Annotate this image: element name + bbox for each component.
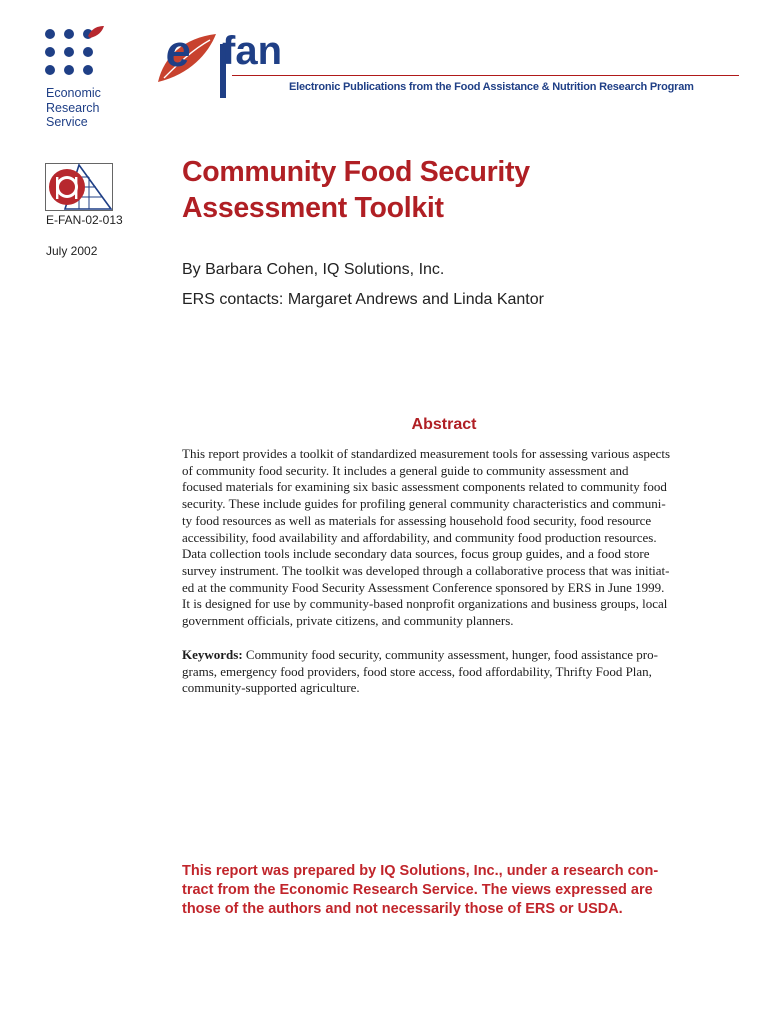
disclaimer-line: This report was prepared by IQ Solutions, Inc., under a research con- xyxy=(182,863,659,879)
agency-name-line: Economic xyxy=(46,86,101,100)
keywords-label: Keywords: xyxy=(182,647,243,662)
abstract-line: of community food security. It includes a general guide to community assessment and xyxy=(182,462,629,478)
abstract-line: It is designed for use by community-based nonprofit organizations and business groups, local xyxy=(182,596,668,612)
header-rule xyxy=(232,75,739,76)
agency-name-line: Research xyxy=(46,100,100,115)
keywords-text: Community food security, community assessment, hunger, food assistance pro- xyxy=(242,647,658,662)
food-pyramid-icon xyxy=(45,163,113,211)
report-title xyxy=(182,154,530,226)
report-author: By Barbara Cohen, IQ Solutions, Inc. xyxy=(182,261,445,278)
keywords-line: grams, emergency food providers, food store access, food affordability, Thrifty Food Plan, xyxy=(182,663,652,679)
agency-name-line: Service xyxy=(46,115,88,129)
efan-tagline: Electronic Publications from the Food Assistance & Nutrition Research Program xyxy=(289,81,694,93)
ers-contacts: ERS contacts: Margaret Andrews and Linda Kantor xyxy=(182,291,544,308)
ers-logo-dots xyxy=(44,26,104,80)
abstract-line: ty food resources as well as materials for assessing household food security, food resource xyxy=(182,512,652,528)
keywords-line xyxy=(182,647,708,664)
disclaimer xyxy=(182,862,658,919)
report-title-line: Community Food Security xyxy=(182,156,530,188)
abstract-line: focused materials for examining six basic assessment components related to community food xyxy=(182,479,667,495)
agency-name xyxy=(46,86,101,130)
abstract-line: Data collection tools include secondary data sources, focus group guides, and a food store xyxy=(182,546,650,562)
report-title-line: Assessment Toolkit xyxy=(182,192,444,224)
efan-logo-fan: fan xyxy=(222,29,282,73)
efan-logo xyxy=(154,20,304,102)
abstract-line: government officials, private citizens, and community planners. xyxy=(182,613,514,629)
abstract-line: ed at the community Food Security Assessment Conference sponsored by ERS in June 1999. xyxy=(182,579,665,595)
keywords-line: community-supported agriculture. xyxy=(182,680,360,696)
report-date: July 2002 xyxy=(46,244,98,258)
abstract-heading: Abstract xyxy=(411,416,477,433)
abstract-line: survey instrument. The toolkit was developed through a collaborative process that was initiat- xyxy=(182,562,670,578)
efan-logo-e: e xyxy=(166,27,191,76)
abstract-body xyxy=(182,446,708,630)
keywords-paragraph xyxy=(182,647,708,697)
disclaimer-line: those of the authors and not necessarily those of ERS or USDA. xyxy=(182,901,623,917)
disclaimer-line: tract from the Economic Research Service. The views expressed are xyxy=(182,882,653,898)
abstract-line: security. These include guides for profiling general community characteristics and communi- xyxy=(182,496,666,512)
abstract-line: This report provides a toolkit of standardized measurement tools for assessing various aspects xyxy=(182,446,671,461)
abstract-line: accessibility, food availability and affordability, and community food production resources. xyxy=(182,529,657,545)
report-id: E-FAN-02-013 xyxy=(46,213,123,227)
